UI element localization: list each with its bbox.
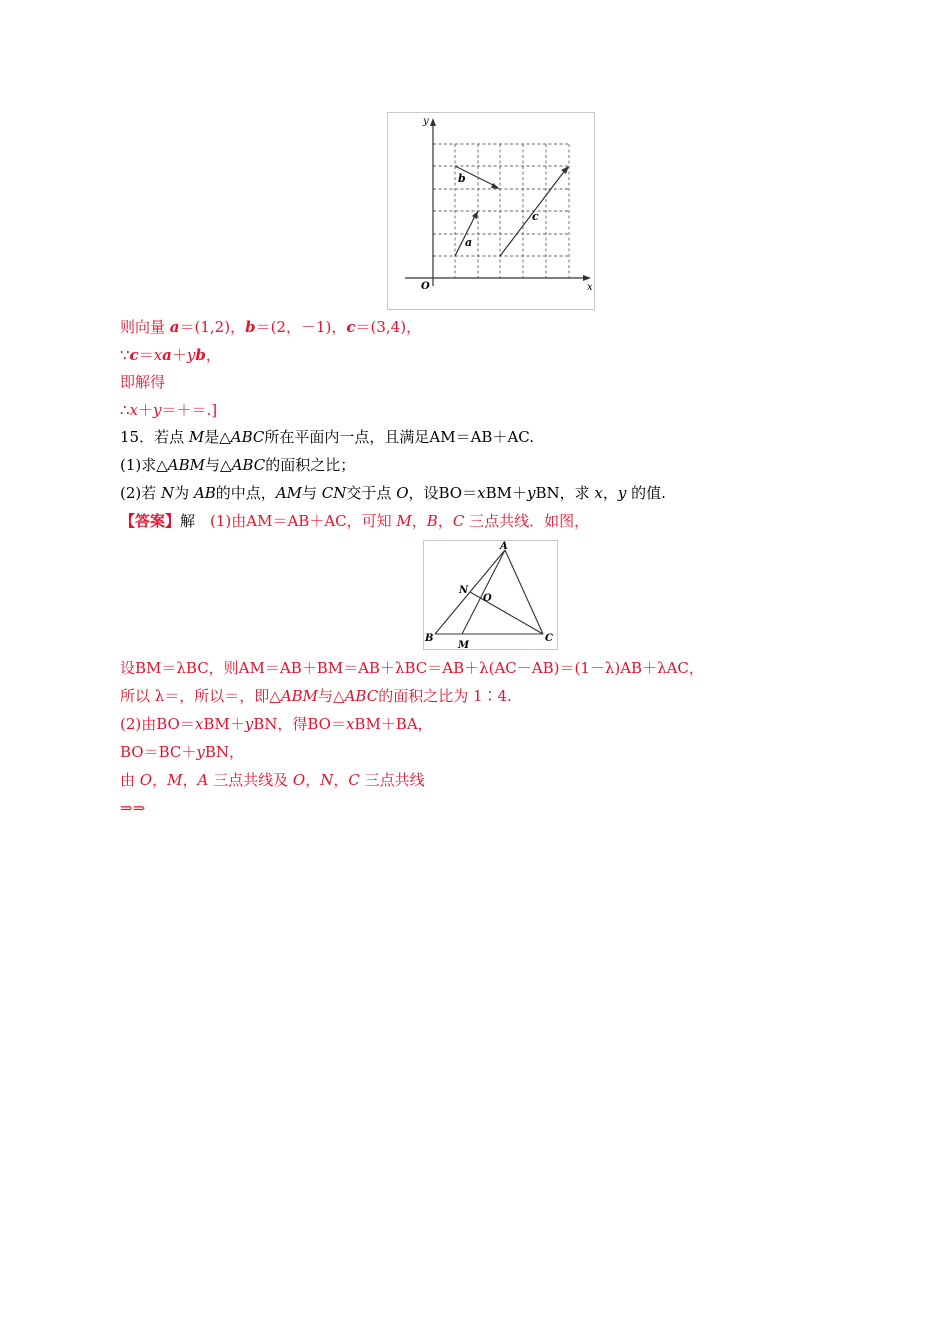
therefore-line <box>120 400 217 420</box>
vector-b-label: b <box>458 172 466 185</box>
l2c-O-2: O <box>292 771 306 789</box>
implies-line: ⇒⇒ <box>120 799 146 817</box>
so-text-2: 与△ <box>318 687 345 705</box>
p15-text-1: 15．若点 <box>120 428 189 446</box>
therefore-y: y <box>153 401 162 419</box>
p15-ABC: ABC <box>230 428 265 446</box>
therefore-plus: ＋ <box>138 401 154 419</box>
q2-CN: CN <box>321 484 347 502</box>
part2-line-b <box>120 742 244 762</box>
answer-tag: 【答案】 <box>120 512 181 530</box>
q2-y-2: y <box>617 484 627 502</box>
answer-text-2: ， <box>411 512 427 530</box>
l2b-y: y <box>196 743 205 761</box>
q2-text-7: BM＋ <box>485 484 527 502</box>
therefore-symbol: ∴ <box>120 401 130 419</box>
vectors-intro: 则向量 <box>120 318 170 336</box>
l2b-text-2: BN， <box>204 743 245 761</box>
vector-c-label: c <box>532 210 539 223</box>
q1-text-1: (1)求△ <box>120 456 168 474</box>
l2a-text-4: BM＋BA， <box>354 715 433 733</box>
l2b-text-1: BO＝BC＋ <box>120 743 197 761</box>
q2-x-2: x <box>594 484 603 502</box>
q2-text-1: (2)若 <box>120 484 162 502</box>
q2-text-4: 与 <box>302 484 322 502</box>
set-bm-line: 设BM＝λBC，则AM＝AB＋BM＝AB＋λBC＝AB＋λ(AC－AB)＝(1－λ)AB＋λAC， <box>120 659 704 677</box>
q1-ABM: ABM <box>167 456 206 474</box>
vectors-line <box>120 317 421 337</box>
solve-line: 即解得 <box>120 373 166 391</box>
vertex-A-label: A <box>500 541 508 552</box>
q2-text-3: 的中点， <box>215 484 276 502</box>
so-text-1: 所以 λ＝，所以＝，即△ <box>120 687 281 705</box>
vector-a-value: ＝(1,2)， <box>179 318 246 336</box>
origin-label: O <box>421 281 430 292</box>
y-axis-label: y <box>423 116 429 127</box>
triangle-figure <box>423 540 558 650</box>
vector-c-value: ＝(3,4)， <box>355 318 422 336</box>
q1-ABC: ABC <box>231 456 266 474</box>
because-a: a <box>162 346 172 364</box>
l2a-x-2: x <box>345 715 355 733</box>
because-y: y <box>186 346 196 364</box>
p15-M: M <box>188 428 205 446</box>
q2-text-9: ， <box>602 484 618 502</box>
q2-y: y <box>526 484 536 502</box>
l2c-M: M <box>167 771 183 789</box>
answer-M: M <box>396 512 412 530</box>
answer-text-4: 三点共线．如图， <box>464 512 590 530</box>
vector-a-symbol: a <box>169 318 180 336</box>
q2-text-8: BN，求 <box>535 484 595 502</box>
l2c-text-3: ， <box>182 771 198 789</box>
l2c-text-5: ， <box>305 771 321 789</box>
point-M-label: M <box>458 640 470 650</box>
q1-text-2: 与△ <box>205 456 232 474</box>
because-x: x <box>153 346 163 364</box>
therefore-x: x <box>129 401 139 419</box>
part2-line-a <box>120 714 433 734</box>
x-axis-label: x <box>587 282 593 293</box>
answer-text-1: (1)由AM＝AB＋AC，可知 <box>195 512 397 530</box>
so-line <box>120 686 512 706</box>
l2c-text-2: ， <box>152 771 168 789</box>
q2-O: O <box>396 484 409 502</box>
p15-text-2: 是△ <box>204 428 231 446</box>
p15-text-3: 所在平面内一点，且满足AM＝AB＋AC. <box>264 428 534 446</box>
so-text-3: 的面积之比为 1∶4. <box>378 687 512 705</box>
vector-b-value: ＝(2，－1)， <box>255 318 347 336</box>
l2c-text-4: 三点共线及 <box>208 771 293 789</box>
q2-text-2: 为 <box>174 484 194 502</box>
question-1 <box>120 455 355 475</box>
because-end: ， <box>205 346 221 364</box>
vector-grid-figure <box>387 112 595 310</box>
because-eq: ＝ <box>138 346 154 364</box>
vertex-C-label: C <box>545 633 553 644</box>
vector-b-symbol: b <box>245 318 256 336</box>
answer-jie: 解 <box>180 512 196 530</box>
q2-AM: AM <box>275 484 303 502</box>
therefore-rest: ＝＋＝.] <box>161 401 218 419</box>
vector-a-label: a <box>465 236 473 249</box>
q2-text-6: ，设BO＝ <box>408 484 478 502</box>
because-symbol: ∵ <box>120 346 130 364</box>
vertex-B-label: B <box>425 633 434 644</box>
l2a-y: y <box>244 715 254 733</box>
l2a-text-3: BN，得BO＝ <box>253 715 346 733</box>
point-O-label: O <box>483 593 492 604</box>
because-line <box>120 345 221 365</box>
vector-c-symbol: c <box>346 318 356 336</box>
q2-x: x <box>477 484 486 502</box>
answer-C: C <box>452 512 465 530</box>
q1-text-3: 的面积之比； <box>265 456 356 474</box>
q2-text-10: 的值. <box>626 484 666 502</box>
so-ABC: ABC <box>344 687 379 705</box>
l2a-text-2: BM＋ <box>203 715 245 733</box>
answer-B: B <box>426 512 438 530</box>
answer-line <box>120 511 589 531</box>
because-b: b <box>195 346 206 364</box>
l2c-text-6: ， <box>333 771 349 789</box>
because-plus: ＋ <box>171 346 187 364</box>
l2c-text-7: 三点共线 <box>359 771 425 789</box>
question-2 <box>120 483 666 503</box>
l2c-O: O <box>139 771 153 789</box>
because-c: c <box>129 346 139 364</box>
problem-15-statement <box>120 427 534 447</box>
so-ABM: ABM <box>280 687 319 705</box>
l2c-A: A <box>197 771 209 789</box>
q2-N: N <box>161 484 175 502</box>
point-N-label: N <box>459 585 469 596</box>
l2c-text-1: 由 <box>120 771 140 789</box>
q2-text-5: 交于点 <box>346 484 397 502</box>
l2a-text-1: (2)由BO＝ <box>120 715 195 733</box>
answer-text-3: ， <box>437 512 453 530</box>
l2c-C: C <box>348 771 360 789</box>
l2a-x: x <box>194 715 204 733</box>
l2c-N: N <box>320 771 334 789</box>
part2-line-c <box>120 770 425 790</box>
q2-AB: AB <box>193 484 216 502</box>
